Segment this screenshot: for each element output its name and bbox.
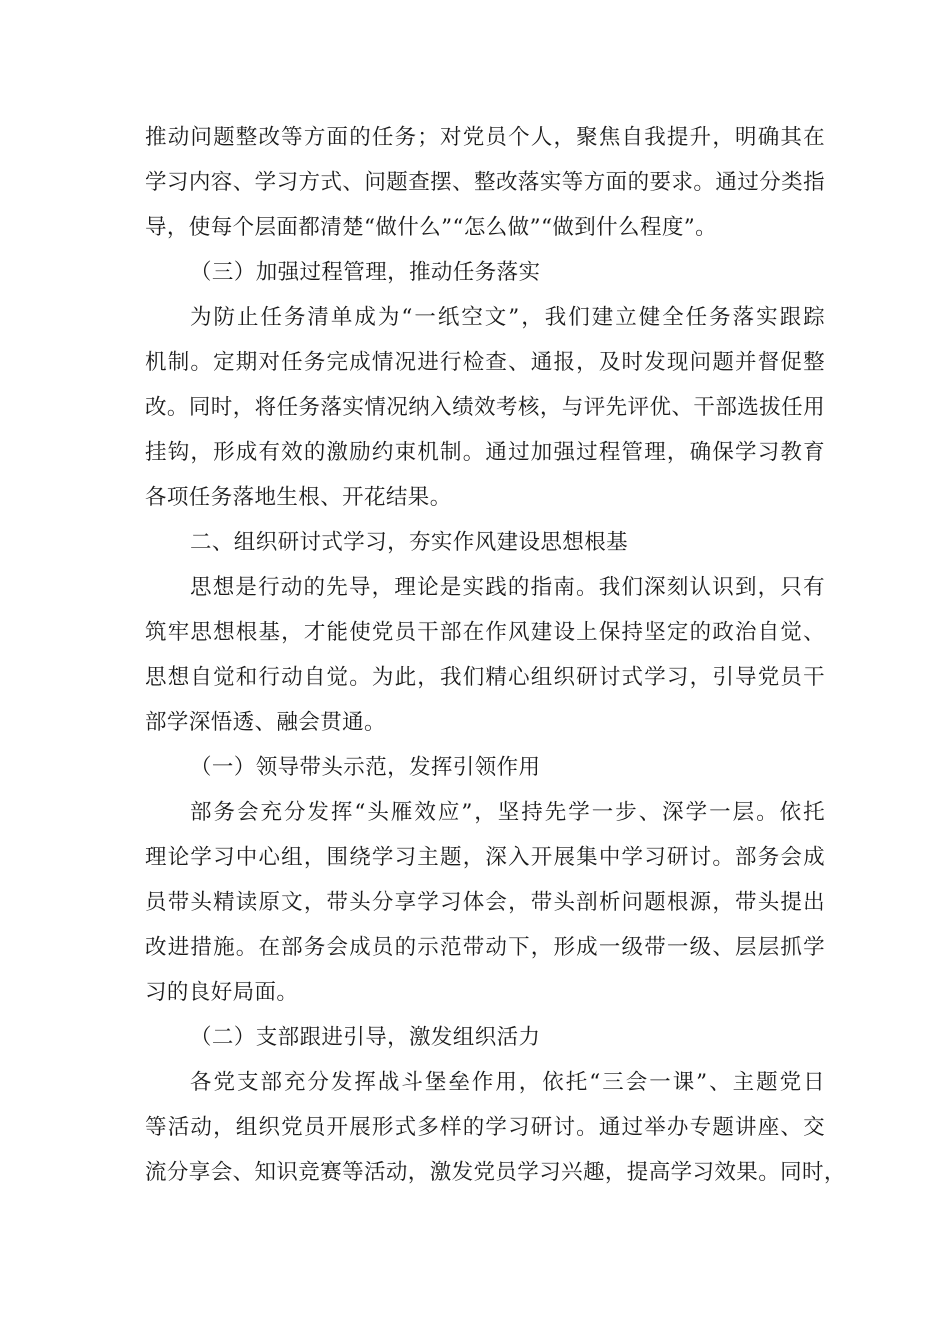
body-text-line: 挂钩，形成有效的激励约束机制。通过加强过程管理，确保学习教育 [145, 440, 825, 465]
body-text-line: 改进措施。在部务会成员的示范带动下，形成一级带一级、层层抓学 [145, 935, 825, 960]
body-text-line: 改。同时，将任务落实情况纳入绩效考核，与评先评优、干部选拔任用 [145, 395, 825, 420]
body-text-line: 各党支部充分发挥战斗堡垒作用，依托“三会一课”、主题党日 [190, 1070, 825, 1095]
body-text-line: 导，使每个层面都清楚“做什么”“怎么做”“做到什么程度”。 [145, 215, 718, 240]
body-text-line: 为防止任务清单成为“一纸空文”，我们建立健全任务落实跟踪 [190, 305, 825, 330]
body-text-line: 思想自觉和行动自觉。为此，我们精心组织研讨式学习，引导党员干 [145, 665, 825, 690]
body-text-line: 员带头精读原文，带头分享学习体会，带头剖析问题根源，带头提出 [145, 890, 825, 915]
body-text-line: 部务会充分发挥“头雁效应”，坚持先学一步、深学一层。依托 [190, 800, 825, 825]
body-text-line: 流分享会、知识竞赛等活动，激发党员学习兴趣，提高学习效果。同时， [145, 1160, 846, 1185]
body-text-line: 推动问题整改等方面的任务；对党员个人，聚焦自我提升，明确其在 [145, 125, 825, 150]
body-text-line: 思想是行动的先导，理论是实践的指南。我们深刻认识到，只有 [190, 575, 825, 600]
body-text-line: 部学深悟透、融会贯通。 [145, 710, 386, 735]
body-text-line: 筑牢思想根基，才能使党员干部在作风建设上保持坚定的政治自觉、 [145, 620, 825, 645]
body-text-line: 机制。定期对任务完成情况进行检查、通报，及时发现问题并督促整 [145, 350, 825, 375]
section-heading: （一）领导带头示范，发挥引领作用 [190, 755, 541, 780]
body-text-line: 等活动，组织党员开展形式多样的学习研讨。通过举办专题讲座、交 [145, 1115, 825, 1140]
body-text-line: 各项任务落地生根、开花结果。 [145, 485, 452, 510]
body-text-line: 学习内容、学习方式、问题查摆、整改落实等方面的要求。通过分类指 [145, 170, 825, 195]
section-heading: 二、组织研讨式学习，夯实作风建设思想根基 [190, 530, 629, 555]
section-heading: （三）加强过程管理，推动任务落实 [190, 260, 541, 285]
section-heading: （二）支部跟进引导，激发组织活力 [190, 1025, 541, 1050]
body-text-line: 理论学习中心组，围绕学习主题，深入开展集中学习研讨。部务会成 [145, 845, 825, 870]
body-text-line: 习的良好局面。 [145, 980, 299, 1005]
